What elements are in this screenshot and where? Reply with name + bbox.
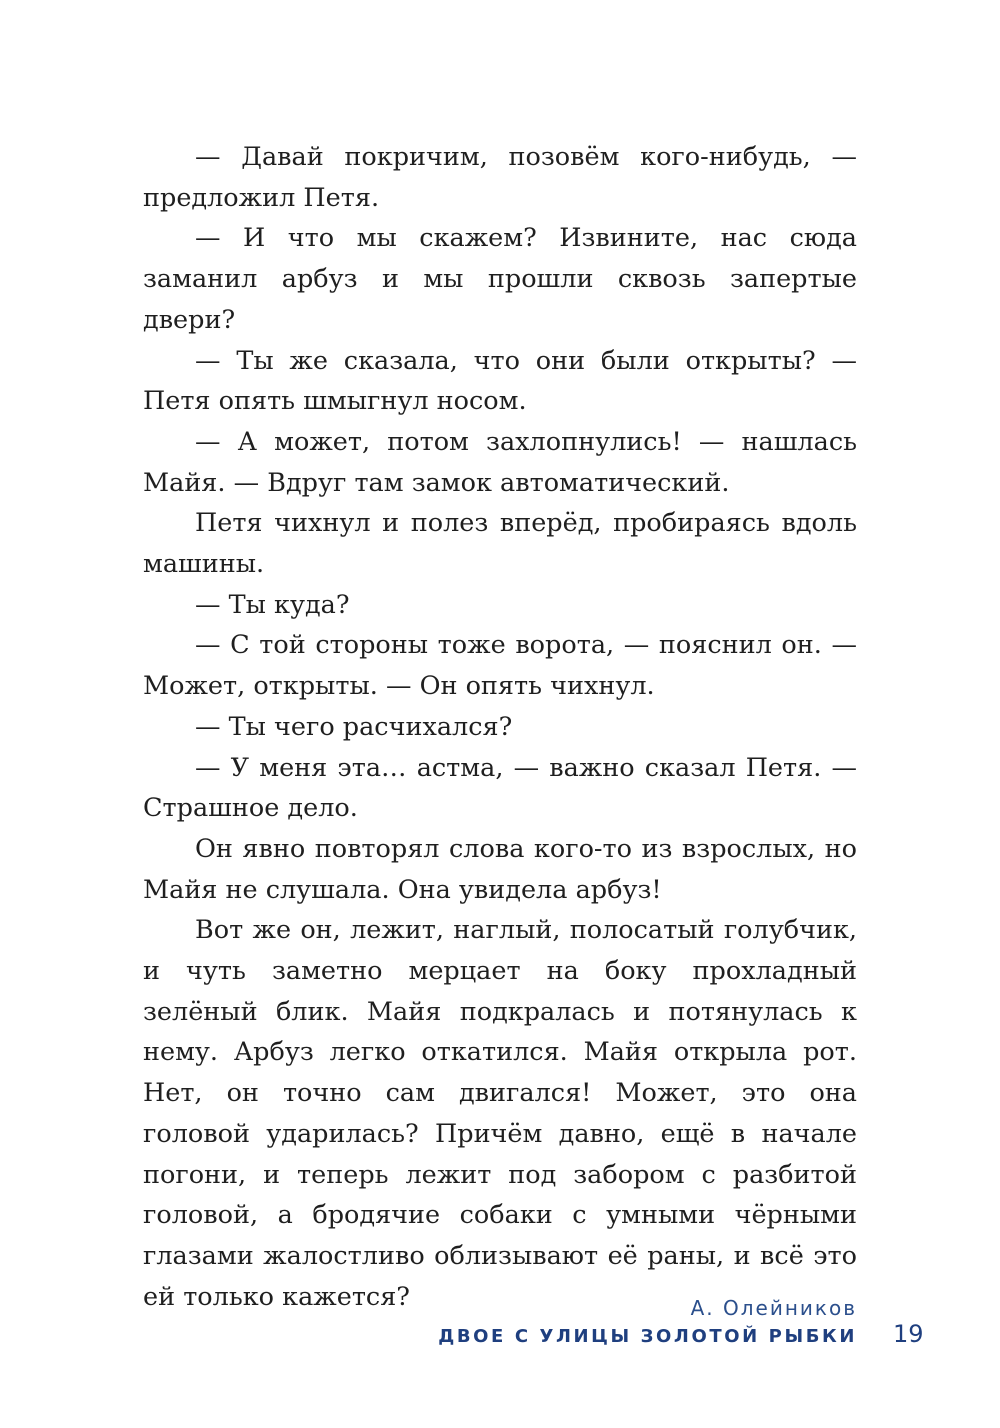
paragraph: — Ты чего расчихался? [195,711,513,742]
paragraph: — Ты куда? [195,589,350,620]
paragraph: Он явно повторял слова кого-то из взрослых, но Майя не слушала. Она увидела арбуз! [143,833,857,905]
paragraph: — У меня эта… астма, — важно сказал Петя. — Страшное дело. [143,752,857,824]
paragraph: — И что мы скажем? Извините, нас сюда заманил арбуз и мы прошли сквозь запертые двери? [143,223,857,335]
body-text [143,137,857,1317]
paragraph: — С той стороны тоже ворота, — пояснил он. — Может, открыты. — Он опять чихнул. [143,630,857,702]
footer-author: А. Олейников [690,1296,857,1320]
footer-book-title: ДВОЕ С УЛИЦЫ ЗОЛОТОЙ РЫБКИ [438,1326,857,1347]
paragraph: Петя чихнул и полез вперёд, пробираясь вдоль машины. [143,508,857,580]
paragraph: Вот же он, лежит, наглый, полосатый голубчик, и чуть заметно мерцает на боку прохладный зелёный блик. Майя подкралась и потянулась к нему. Арбуз легко откатился. Майя открыла рот. Нет, он точно сам двигался! Может, это она головой ударилась? Причём давно, ещё в начале погони, и теперь лежит под забором с разбитой головой, а бродячие собаки с умными чёрными глазами жалостливо облизывают её раны, и всё это ей только кажется? [143,915,857,1312]
paragraph: — Ты же сказала, что они были открыты? — Петя опять шмыгнул носом. [143,345,857,417]
paragraph: — А может, потом захлопнулись! — нашлась Майя. — Вдруг там замок автоматический. [143,426,857,498]
paragraph: — Давай покричим, позовём кого-нибудь, — предложил Петя. [143,142,857,213]
page-number: 19 [893,1320,924,1348]
